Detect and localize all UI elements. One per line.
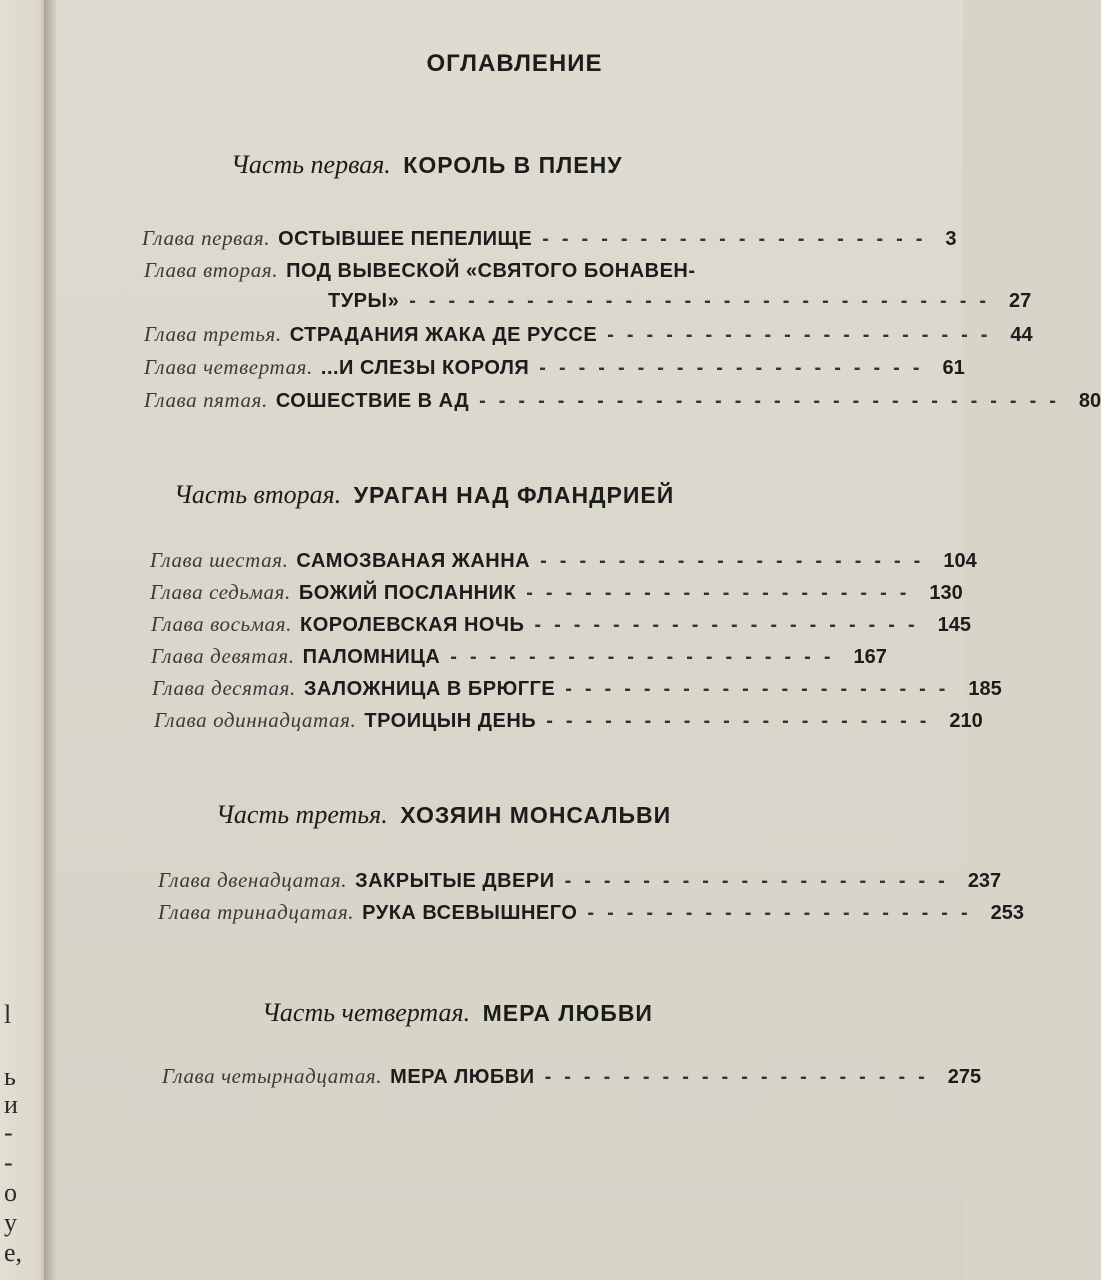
page-number: 145 xyxy=(937,614,971,636)
part-heading-4 xyxy=(262,998,653,1028)
adjacent-page-fragment: у xyxy=(4,1208,17,1237)
leader-dots: ------------------------------ xyxy=(409,290,1000,312)
chapter-label: Глава пятая. xyxy=(144,388,268,412)
leader-dots: -------------------- xyxy=(565,678,959,700)
adjacent-page-fragment: - xyxy=(4,1118,13,1147)
adjacent-page-fragment: е, xyxy=(4,1238,23,1267)
page-number: 210 xyxy=(949,710,983,732)
chapter-label: Глава десятая. xyxy=(152,676,296,700)
toc-entry[interactable] xyxy=(151,612,971,642)
contents-page xyxy=(56,0,1101,1280)
leader-dots: -------------------- xyxy=(540,550,934,572)
leader-dots: -------------------- xyxy=(526,582,920,604)
adjacent-page-fragment: и xyxy=(4,1090,18,1119)
page-number: 185 xyxy=(968,678,1002,700)
toc-entry-continuation[interactable] xyxy=(328,290,1032,313)
page-number: 3 xyxy=(945,228,957,250)
toc-entry[interactable] xyxy=(150,548,977,578)
page-number: 275 xyxy=(947,1066,982,1088)
chapter-label: Глава четырнадцатая. xyxy=(162,1064,383,1088)
adjacent-page-strip xyxy=(0,0,48,1280)
adjacent-page-fragment: о xyxy=(4,1178,17,1207)
chapter-label: Глава тринадцатая. xyxy=(158,900,355,924)
chapter-title: ЗАКРЫТЫЕ ДВЕРИ xyxy=(355,870,555,892)
chapter-title: БОЖИЙ ПОСЛАННИК xyxy=(298,582,517,604)
toc-entry[interactable] xyxy=(144,388,1101,418)
chapter-label: Глава первая. xyxy=(142,226,271,250)
chapter-title: КОРОЛЕВСКАЯ НОЧЬ xyxy=(300,614,525,636)
part-title: МЕРА ЛЮБВИ xyxy=(482,1000,653,1026)
page-number: 80 xyxy=(1078,390,1101,412)
chapter-label: Глава одиннадцатая. xyxy=(154,708,357,732)
part-heading-2 xyxy=(174,480,674,510)
page-number: 61 xyxy=(942,357,965,379)
adjacent-page-fragment: l xyxy=(4,1000,12,1029)
toc-entry[interactable] xyxy=(151,644,887,674)
chapter-label: Глава девятая. xyxy=(151,644,295,668)
toc-entry[interactable] xyxy=(150,580,963,610)
page-number: 167 xyxy=(853,646,887,668)
toc-entry[interactable] xyxy=(144,355,965,385)
leader-dots: -------------------- xyxy=(450,646,844,668)
leader-dots: -------------------- xyxy=(546,710,940,732)
part-heading-3 xyxy=(216,800,671,830)
page-number: 253 xyxy=(990,902,1024,924)
chapter-label: Глава восьмая. xyxy=(151,612,292,636)
part-label: Часть четвертая. xyxy=(262,998,471,1027)
toc-entry[interactable] xyxy=(162,1064,982,1094)
chapter-label: Глава шестая. xyxy=(150,548,289,572)
part-label: Часть первая. xyxy=(231,150,391,179)
page-number: 44 xyxy=(1010,324,1033,346)
leader-dots: -------------------- xyxy=(564,870,958,892)
part-label: Часть вторая. xyxy=(174,480,342,509)
adjacent-page-fragment: ь xyxy=(4,1062,16,1091)
chapter-title: РУКА ВСЕВЫШНЕГО xyxy=(362,902,578,924)
toc-entry[interactable] xyxy=(158,868,1002,898)
leader-dots: -------------------- xyxy=(539,357,933,379)
leader-dots: -------------------- xyxy=(544,1066,938,1088)
part-title: КОРОЛЬ В ПЛЕНУ xyxy=(403,152,623,178)
toc-entry[interactable] xyxy=(144,258,828,288)
chapter-title: ОСТЫВШЕЕ ПЕПЕЛИЩЕ xyxy=(278,228,533,250)
chapter-title: ПАЛОМНИЦА xyxy=(302,646,441,668)
leader-dots: -------------------- xyxy=(542,228,936,250)
chapter-title: САМОЗВАНАЯ ЖАННА xyxy=(296,550,531,572)
chapter-title: ПОД ВЫВЕСКОЙ «СВЯТОГО БОНАВЕН- xyxy=(286,260,696,282)
chapter-title: МЕРА ЛЮБВИ xyxy=(390,1066,535,1088)
toc-entry[interactable] xyxy=(152,676,1002,706)
leader-dots: -------------------- xyxy=(607,324,1001,346)
page-number: 237 xyxy=(967,870,1002,892)
chapter-title: СТРАДАНИЯ ЖАКА ДЕ РУССЕ xyxy=(289,324,598,346)
leader-dots: ------------------------------ xyxy=(479,390,1069,412)
chapter-title-continuation: ТУРЫ» xyxy=(328,290,400,312)
part-title: ХОЗЯИН МОНСАЛЬВИ xyxy=(400,802,672,828)
leader-dots: -------------------- xyxy=(587,902,981,924)
chapter-title: ЗАЛОЖНИЦА В БРЮГГЕ xyxy=(303,678,556,700)
toc-entry[interactable] xyxy=(144,322,1033,352)
adjacent-page-fragment: - xyxy=(4,1148,13,1177)
toc-entry[interactable] xyxy=(154,708,983,738)
part-title: УРАГАН НАД ФЛАНДРИЕЙ xyxy=(353,482,675,508)
chapter-title: ТРОИЦЫН ДЕНЬ xyxy=(364,710,537,732)
chapter-label: Глава вторая. xyxy=(144,258,279,282)
chapter-label: Глава седьмая. xyxy=(150,580,291,604)
part-heading-1 xyxy=(231,150,623,180)
chapter-label: Глава четвертая. xyxy=(144,355,313,379)
chapter-title: ...И СЛЕЗЫ КОРОЛЯ xyxy=(320,357,530,379)
toc-entry[interactable] xyxy=(142,226,957,256)
page-title: ОГЛАВЛЕНИЕ xyxy=(426,50,603,77)
page-number: 104 xyxy=(943,550,977,572)
chapter-label: Глава двенадцатая. xyxy=(158,868,348,892)
leader-dots: -------------------- xyxy=(534,614,928,636)
chapter-title: СОШЕСТВИЕ В АД xyxy=(275,390,470,412)
chapter-label: Глава третья. xyxy=(144,322,282,346)
page-number: 130 xyxy=(929,582,963,604)
toc-entry[interactable] xyxy=(158,900,1024,930)
page-number: 27 xyxy=(1009,290,1032,312)
part-label: Часть третья. xyxy=(216,800,388,829)
